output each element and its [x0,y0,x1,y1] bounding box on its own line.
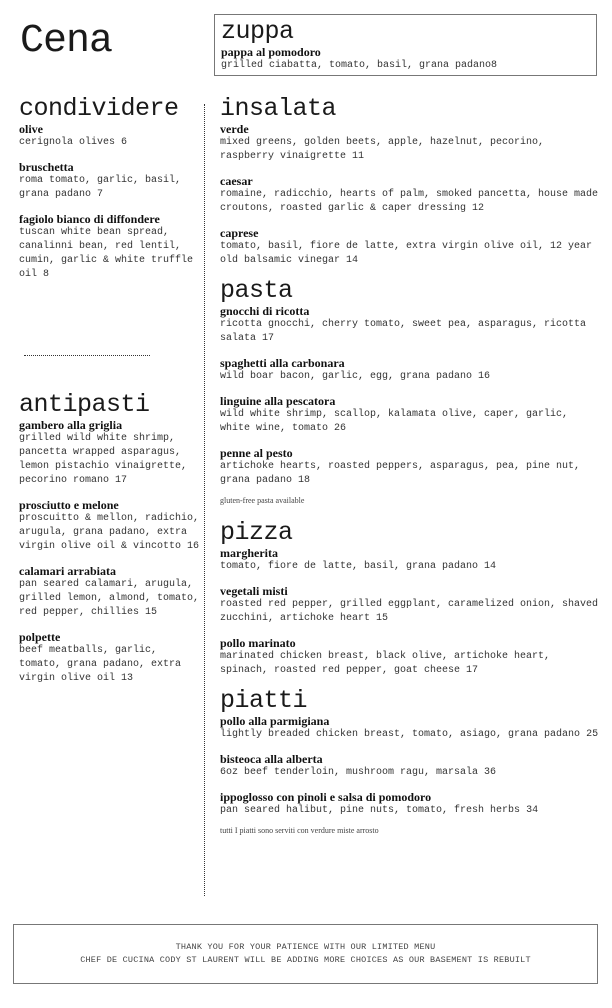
menu-item [220,546,600,574]
item-description: wild boar bacon, garlic, egg, grana padano 16 [220,371,491,382]
item-description: roma tomato, garlic, basil, grana padano 7 [19,175,182,200]
piatti-note: tutti I piatti sono serviti con verdure miste arrosto [220,826,379,835]
menu-item [220,584,600,626]
item-price: 17 [262,333,275,344]
item-name: pollo marinato [220,636,296,650]
menu-item [220,714,600,742]
item-description: grilled ciabatta, tomato, basil, grana padano8 [221,60,498,71]
item-description: romaine, radicchio, hearts of palm, smoked pancetta, house made croutons, roasted garlic & caper dressing 12 [220,189,599,214]
item-price: 16 [187,541,200,552]
pasta-note: gluten-free pasta available [220,496,305,505]
item-description: lightly breaded chicken breast, tomato, asiago, grana padano 25 [220,729,599,740]
item-description: cerignola olives 6 [19,137,128,148]
pizza-section [220,520,600,678]
section-heading-insalata: insalata [220,94,337,123]
item-description: beef meatballs, garlic, tomato, grana padano, extra virgin olive oil 13 [19,645,182,684]
item-price: 26 [334,423,347,434]
item-price: 15 [376,613,389,624]
menu-item [220,226,600,268]
item-name: gnocchi di ricotta [220,304,310,318]
menu-item [220,790,600,818]
footer-notice [13,924,598,984]
section-heading-zuppa: zuppa [221,17,294,46]
item-description: artichoke hearts, roasted peppers, asparagus, pea, pine nut, grana padano 18 [220,461,581,486]
menu-item [220,174,600,216]
item-name: margherita [220,546,278,560]
condividere-section [19,96,197,292]
item-name: linguine alla pescatora [220,394,336,408]
item-description: 6oz beef tenderloin, mushroom ragu, marsala 36 [220,767,497,778]
item-price: 8 [43,269,50,280]
menu-item [19,418,204,488]
item-description: roasted red pepper, grilled eggplant, caramelized onion, shaved zucchini, artichoke heart 15 [220,599,599,624]
item-price: 14 [484,561,497,572]
item-name: pollo alla parmigiana [220,714,330,728]
item-price: 7 [97,189,104,200]
insalata-section [220,96,600,268]
footer-line-2: CHEF DE CUCINA CODY ST LAURENT WILL BE ADDING MORE CHOICES AS OUR BASEMENT IS REBUILT [80,955,531,965]
menu-item [19,212,197,282]
item-price: 11 [352,151,365,162]
item-price: 8 [491,60,498,71]
item-description: marinated chicken breast, black olive, artichoke heart, spinach, roasted red pepper, goat cheese 17 [220,651,551,676]
section-heading-piatti: piatti [220,686,308,715]
right-column [220,96,600,850]
item-name: penne al pesto [220,446,293,460]
section-divider [24,355,150,356]
menu-item [220,122,600,164]
item-name: olive [19,122,43,136]
menu-item [19,630,204,686]
item-name: pappa al pomodoro [221,45,321,59]
menu-item [220,636,600,678]
item-name: gambero alla griglia [19,418,123,432]
item-description: tomato, basil, fiore de latte, extra virgin olive oil, 12 year old balsamic vinegar 14 [220,241,593,266]
zuppa-section [214,14,597,76]
item-name: polpette [19,630,61,644]
item-name: spaghetti alla carbonara [220,356,345,370]
item-price: 17 [115,475,128,486]
item-name: bisteoca alla alberta [220,752,323,766]
menu-item [19,122,197,150]
item-name: prosciutto e melone [19,498,119,512]
item-description: tuscan white bean spread, canalinni bean, red lentil, cumin, garlic & white truffle oil 8 [19,227,194,280]
item-price: 13 [121,673,134,684]
menu-item [220,394,600,436]
menu-item [19,498,204,554]
piatti-section [220,688,600,836]
menu-item [220,446,600,488]
item-price: 12 [472,203,485,214]
item-description: pan seared halibut, pine nuts, tomato, fresh herbs 34 [220,805,539,816]
item-name: ippoglosso con pinoli e salsa di pomodoro [220,790,432,804]
section-heading-condividere: condividere [19,94,179,123]
item-description: mixed greens, golden beets, apple, hazelnut, pecorino, raspberry vinaigrette 11 [220,137,545,162]
menu-item [221,45,590,73]
item-price: 16 [478,371,491,382]
item-description: grilled wild white shrimp, pancetta wrapped asparagus, lemon pistachio vinaigrette, pecorino romano 17 [19,433,188,486]
item-name: verde [220,122,249,136]
menu-title: Cena [20,19,113,64]
item-price: 17 [466,665,479,676]
menu-item [220,752,600,780]
item-price: 34 [526,805,539,816]
item-price: 14 [346,255,359,266]
item-name: vegetali misti [220,584,288,598]
menu-item [19,564,204,620]
item-description: pan seared calamari, arugula, grilled lemon, almond, tomato, red pepper, chillies 15 [19,579,200,618]
menu-item [19,160,197,202]
item-name: bruschetta [19,160,74,174]
item-name: caesar [220,174,253,188]
item-name: calamari arrabiata [19,564,116,578]
item-description: ricotta gnocchi, cherry tomato, sweet pea, asparagus, ricotta salata 17 [220,319,587,344]
section-heading-pasta: pasta [220,276,293,305]
item-name: fagiolo bianco di diffondere [19,212,160,226]
antipasti-section [19,392,204,696]
section-heading-pizza: pizza [220,518,293,547]
menu-item [220,356,600,384]
pasta-section [220,278,600,506]
item-price: 15 [145,607,158,618]
item-description: proscuitto & mellon, radichio, arugula, grana padano, extra virgin olive oil & vincotto 16 [19,513,200,552]
footer-line-1: THANK YOU FOR YOUR PATIENCE WITH OUR LIMITED MENU [175,942,436,952]
item-price: 36 [484,767,497,778]
menu-item [220,304,600,346]
item-price: 6 [121,137,128,148]
section-heading-antipasti: antipasti [19,390,150,419]
column-divider [204,104,205,896]
item-description: tomato, fiore de latte, basil, grana padano 14 [220,561,497,572]
item-name: caprese [220,226,259,240]
item-description: wild white shrimp, scallop, kalamata olive, caper, garlic, white wine, tomato 26 [220,409,569,434]
item-price: 18 [298,475,311,486]
item-price: 25 [586,729,599,740]
